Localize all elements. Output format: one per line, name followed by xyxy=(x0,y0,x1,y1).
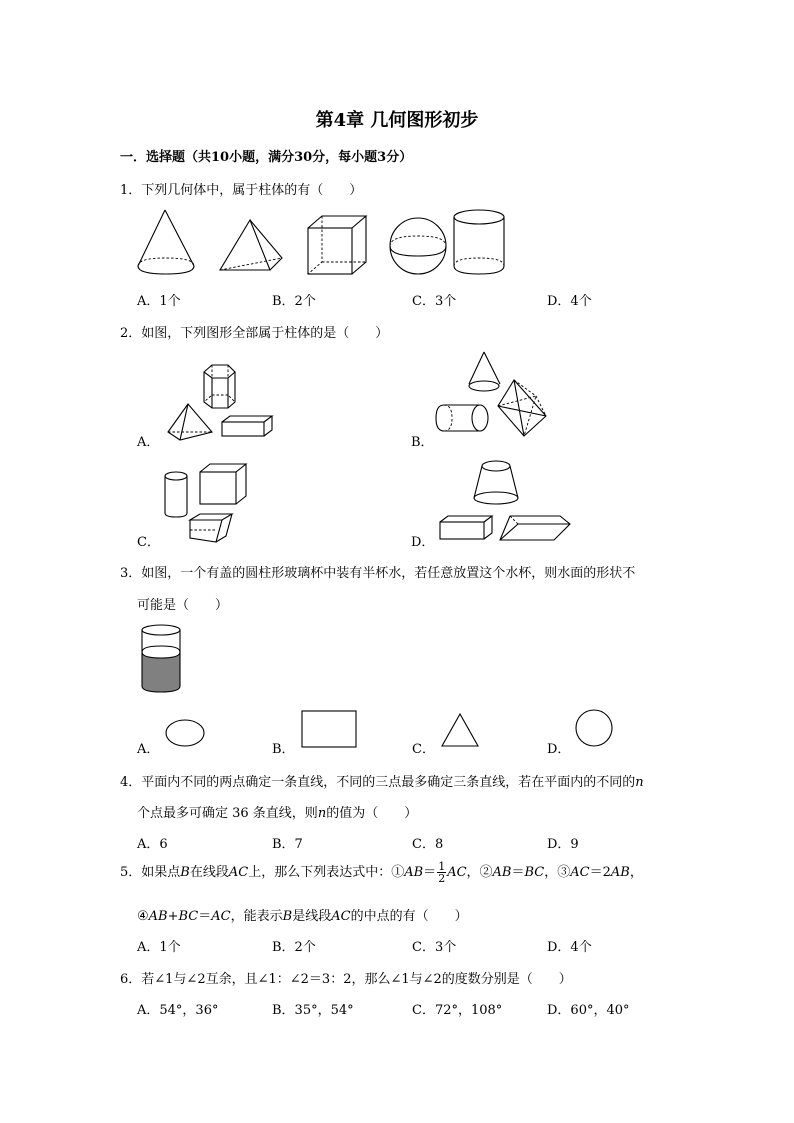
q2-option-b[interactable]: B． xyxy=(411,435,434,450)
q5-option-c[interactable]: C．3个 xyxy=(412,940,457,955)
q2-option-d[interactable]: D． xyxy=(411,535,435,550)
fraction-numerator: 1 xyxy=(438,860,446,873)
q6-option-a[interactable]: A．54°，36° xyxy=(137,1003,219,1018)
q5-var-bc: BC xyxy=(524,865,545,880)
q5-var-b-2: B xyxy=(282,909,293,924)
q6-option-d[interactable]: D．60°，40° xyxy=(547,1003,630,1018)
q5-plus: + xyxy=(167,909,179,924)
q4-line1-text: 4．平面内不同的两点确定一条直线，不同的三点最多确定三条直线，若在平面内的不同的 xyxy=(120,775,636,790)
q5-var-ac-3: AC xyxy=(570,865,590,880)
q2-d-box-figure xyxy=(438,514,494,542)
q6-option-b[interactable]: B．35°，54° xyxy=(272,1003,354,1018)
q4-option-a[interactable]: A．6 xyxy=(137,837,168,852)
q2-b-cylinder-figure xyxy=(436,402,492,434)
q5-text-6: ， xyxy=(629,865,643,880)
q1-option-b[interactable]: B．2个 xyxy=(272,294,316,309)
q4-stem-line2 xyxy=(137,802,417,821)
q5-option-a[interactable]: A．1个 xyxy=(137,940,181,955)
q4-option-c[interactable]: C．8 xyxy=(412,837,444,852)
q5-var-ab-4: AB xyxy=(148,909,168,924)
q3-circle-option-figure xyxy=(574,708,616,750)
q2-option-c[interactable]: C． xyxy=(137,535,160,550)
q5-l2-text-a: ④ xyxy=(137,909,149,924)
q2-stem: 2．如图，下列图形全部属于柱体的是（ ） xyxy=(120,326,389,341)
q4-line2-text-a: 个点最多可确定 36 条直线，则 xyxy=(137,806,318,821)
q3-stem-line2: 可能是（ ） xyxy=(137,598,229,613)
q5-stem-line1 xyxy=(120,860,643,886)
q5-text-5: ，③ xyxy=(544,865,571,880)
q3-option-c[interactable]: C． xyxy=(412,742,435,757)
q1-cone-figure xyxy=(136,208,198,276)
q2-b-octahedron-figure xyxy=(494,378,550,442)
q3-ellipse-option-figure xyxy=(164,718,208,750)
page-title: 第4章 几何图形初步 xyxy=(315,110,479,131)
q4-option-b[interactable]: B．7 xyxy=(272,837,303,852)
q4-option-d[interactable]: D．9 xyxy=(547,837,579,852)
q1-sphere-figure xyxy=(388,216,448,276)
q5-stem-line2 xyxy=(137,905,468,924)
q1-cube-figure xyxy=(306,214,368,278)
q5-eq-4: ＝ xyxy=(198,909,212,924)
q5-var-ac: AC xyxy=(228,865,249,880)
q1-pyramid-figure xyxy=(218,218,284,276)
q5-text-2: 在线段 xyxy=(189,865,229,880)
q3-glass-figure xyxy=(140,622,184,694)
q5-option-d[interactable]: D．4个 xyxy=(547,940,592,955)
q3-triangle-option-figure xyxy=(440,712,482,750)
q2-d-frustum-figure xyxy=(470,458,522,508)
q2-a-pyramid-figure xyxy=(166,402,216,442)
q1-option-a[interactable]: A．1个 xyxy=(137,294,181,309)
q5-var-ab-2: AB xyxy=(492,865,512,880)
q5-text-3: 上，那么下列表达式中：① xyxy=(248,865,405,880)
q6-option-c[interactable]: C．72°，108° xyxy=(412,1003,503,1018)
q5-var-ac-2: AC xyxy=(447,865,467,880)
q5-l2-text-c: 是线段 xyxy=(292,909,332,924)
q4-stem-line1 xyxy=(120,771,644,790)
q3-option-b[interactable]: B． xyxy=(272,742,295,757)
q5-var-bc-2: BC xyxy=(178,909,199,924)
q2-d-triprism-figure xyxy=(496,512,574,544)
q1-option-c[interactable]: C．3个 xyxy=(412,294,457,309)
q5-eq-2: ＝ xyxy=(511,865,525,880)
q5-text-4: ，② xyxy=(466,865,493,880)
q5-var-b: B xyxy=(180,865,190,880)
q1-option-d[interactable]: D．4个 xyxy=(547,294,592,309)
q5-l2-text-d: 的中点的有（ ） xyxy=(350,909,468,924)
q5-var-ab: AB xyxy=(404,865,424,880)
q5-var-ab-3: AB xyxy=(610,865,630,880)
q5-var-ac-4: AC xyxy=(211,909,231,924)
q3-stem-line1: 3．如图，一个有盖的圆柱形玻璃杯中装有半杯水，若任意放置这个水杯，则水面的形状不 xyxy=(120,566,636,581)
q2-c-wedge-figure xyxy=(186,510,238,546)
q4-var-n: n xyxy=(635,775,644,790)
fraction-denominator: 2 xyxy=(438,872,446,885)
q5-text-1: 5．如果点 xyxy=(120,865,181,880)
q2-option-a[interactable]: A． xyxy=(137,435,160,450)
q1-cylinder-figure xyxy=(452,208,508,278)
q5-eq-1: ＝ xyxy=(423,865,437,880)
q3-rectangle-option-figure xyxy=(300,709,360,749)
q3-option-d[interactable]: D． xyxy=(547,742,571,757)
section-heading: 一．选择题（共10小题，满分30分，每小题3分） xyxy=(120,150,413,165)
q5-option-b[interactable]: B．2个 xyxy=(272,940,316,955)
q6-stem: 6．若∠1与∠2互余，且∠1：∠2＝3：2，那么∠1与∠2的度数分别是（ ） xyxy=(120,972,572,987)
q5-eq-3: ＝2 xyxy=(589,865,611,880)
q5-var-ac-5: AC xyxy=(331,909,351,924)
q4-var-n-2: n xyxy=(317,806,327,821)
q2-c-cube-figure xyxy=(198,462,248,506)
q2-a-box-figure xyxy=(220,414,274,438)
q5-l2-text-b: ，能表示 xyxy=(230,909,283,924)
q5-fraction xyxy=(437,861,446,884)
q1-stem: 1．下列几何体中，属于柱体的有（ ） xyxy=(120,183,363,198)
q4-line2-text-b: 的值为（ ） xyxy=(326,806,418,821)
q3-option-a[interactable]: A． xyxy=(137,742,160,757)
